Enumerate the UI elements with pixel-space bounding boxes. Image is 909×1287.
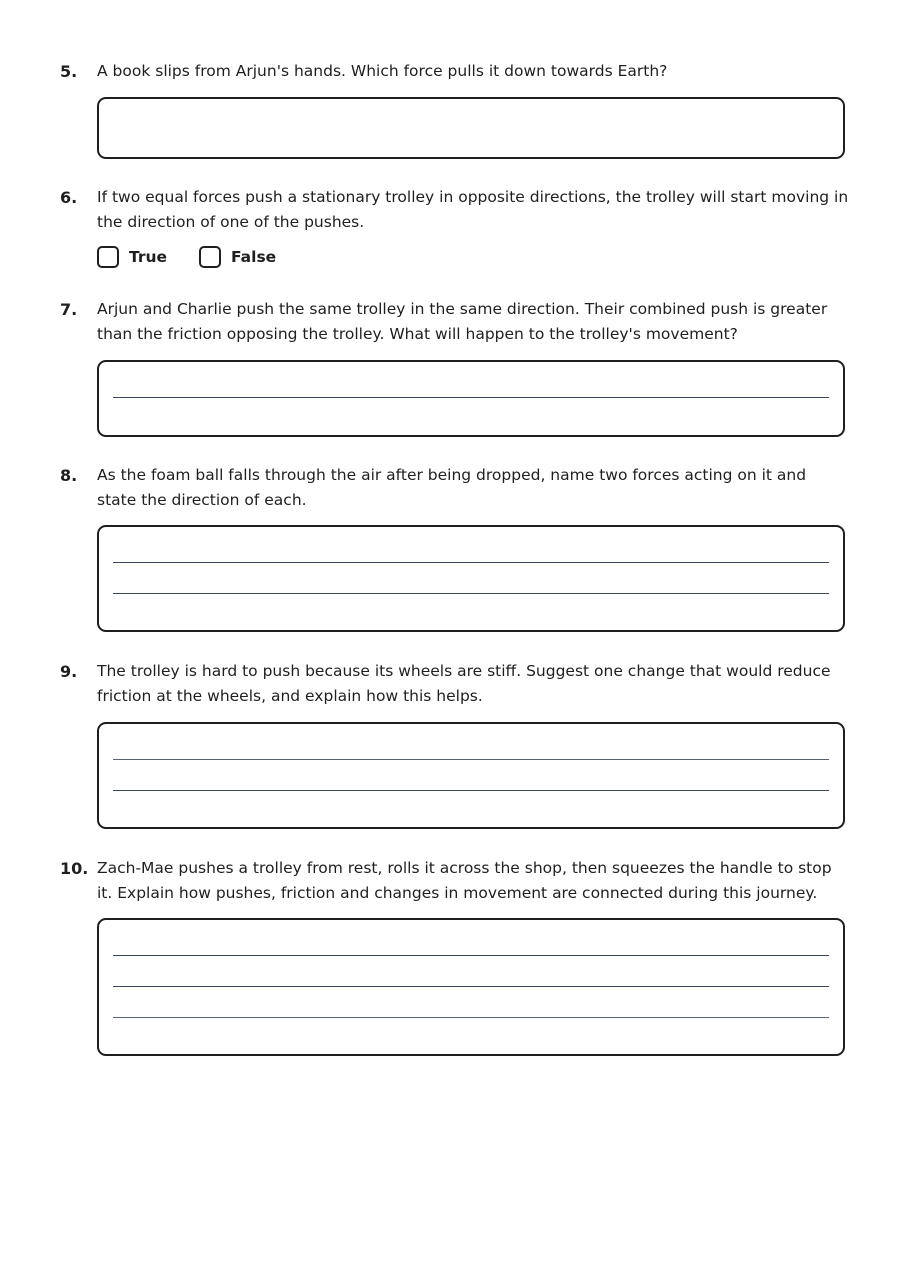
true-checkbox[interactable] (97, 246, 119, 268)
question-number: 10. (60, 859, 89, 878)
question-text: The trolley is hard to push because its wheels are stiff. Suggest one change that would reduce friction at the wheels, and explain how this helps. (97, 662, 831, 705)
answer-line (113, 1017, 829, 1018)
answer-line (113, 562, 829, 563)
answer-line (113, 397, 829, 398)
answer-box[interactable] (97, 722, 845, 829)
option-false[interactable] (199, 245, 276, 269)
answer-line (113, 759, 829, 760)
answer-line (113, 955, 829, 956)
question-text: Zach-Mae pushes a trolley from rest, rolls it across the shop, then squeezes the handle to stop it. Explain how pushes, friction and changes in movement are connected during this journey. (97, 859, 832, 902)
false-checkbox[interactable] (199, 246, 221, 268)
option-label: False (231, 248, 277, 266)
option-label: True (129, 248, 168, 266)
question-number: 8. (60, 466, 78, 485)
question-number: 7. (60, 300, 78, 319)
answer-line (113, 593, 829, 594)
question-number: 5. (60, 62, 78, 81)
answer-line (113, 790, 829, 791)
question-text: Arjun and Charlie push the same trolley in the same direction. Their combined push is greater than the friction opposing the trolley. What will happen to the trolley's movement? (97, 300, 828, 343)
answer-box[interactable] (97, 97, 845, 159)
question-text: As the foam ball falls through the air after being dropped, name two forces acting on it and state the direction of each. (97, 466, 807, 509)
question-text: A book slips from Arjun's hands. Which force pulls it down towards Earth? (97, 62, 668, 80)
answer-box[interactable] (97, 918, 845, 1056)
answer-line (113, 986, 829, 987)
option-true[interactable] (97, 245, 167, 269)
question-number: 6. (60, 188, 78, 207)
answer-box[interactable] (97, 525, 845, 632)
question-text: If two equal forces push a stationary trolley in opposite directions, the trolley will start moving in the direction of one of the pushes. (97, 188, 849, 231)
question-number: 9. (60, 662, 78, 681)
answer-box[interactable] (97, 360, 845, 437)
